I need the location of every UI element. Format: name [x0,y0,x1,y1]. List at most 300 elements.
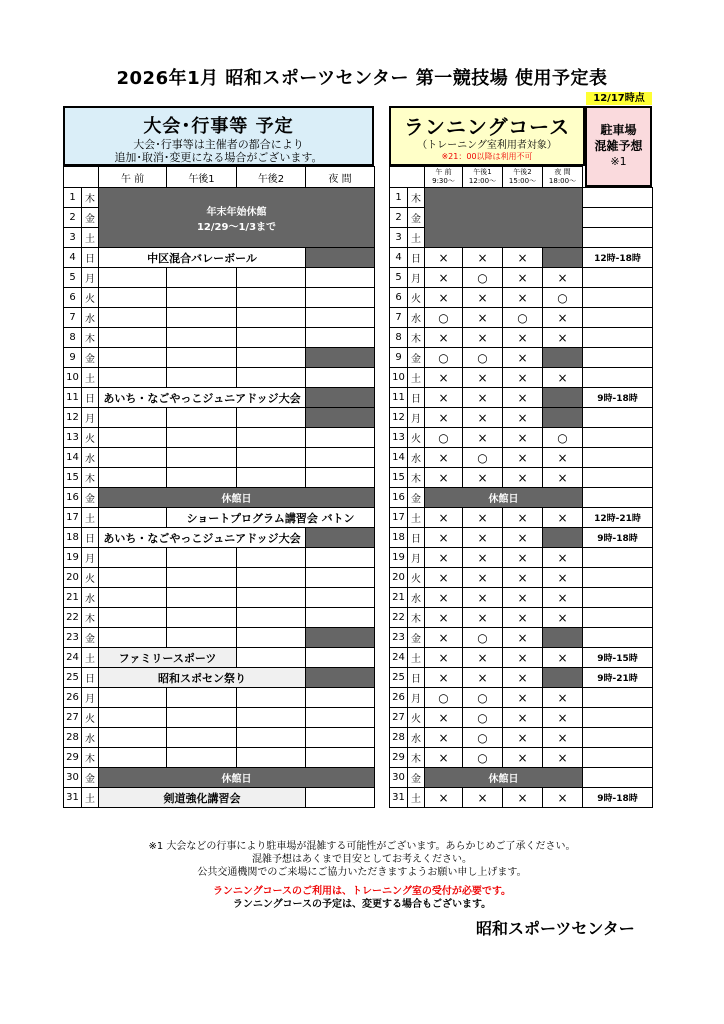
event-cell: 昭和スポセン祭り [99,668,306,688]
weekday-cell: 金 [82,768,99,788]
availability-cell: × [503,248,543,268]
unavailable-cell [543,628,583,648]
availability-cell: × [503,788,543,808]
event-slot [99,348,167,368]
weekday-cell: 金 [82,488,99,508]
date-cell: 30 [390,768,408,788]
footer-note-3: 公共交通機関でのご来場にご協力いただきますようお願い申し上げます。 [197,867,527,878]
date-cell: 26 [390,688,408,708]
availability-cell: × [503,748,543,768]
date-cell: 30 [64,768,82,788]
weekday-cell: 日 [408,668,425,688]
weekday-cell: 木 [82,468,99,488]
parking-forecast-cell [583,608,653,628]
event-slot [99,748,167,768]
table-row [64,308,375,328]
availability-cell: × [463,368,503,388]
weekday-cell: 月 [82,408,99,428]
availability-cell: × [503,608,543,628]
date-cell: 22 [390,608,408,628]
table-row [390,388,653,408]
table-row [390,708,653,728]
date-cell: 4 [390,248,408,268]
weekday-cell: 木 [82,748,99,768]
weekday-cell: 金 [408,768,425,788]
parking-forecast-cell: 9時-15時 [583,648,653,668]
availability-cell: × [425,468,463,488]
date-cell: 13 [64,428,82,448]
table-row [64,388,375,408]
weekday-cell: 日 [82,388,99,408]
table-row [390,528,653,548]
date-cell: 3 [64,228,82,248]
running-course-note: ※21：00以降は利用不可 [441,152,533,161]
parking-forecast-cell: 12時-18時 [583,248,653,268]
footer-note-2: 混雑予想はあくまで目安としてお考えください。 [252,854,472,865]
date-cell: 29 [390,748,408,768]
table-row [390,688,653,708]
weekday-cell: 日 [408,248,425,268]
event-slot [99,628,167,648]
event-slot [237,648,306,668]
unavailable-cell [543,528,583,548]
table-row [390,508,653,528]
new-year-closure-cell [99,188,375,248]
availability-cell: ○ [543,288,583,308]
event-slot [167,628,237,648]
event-slot [237,708,306,728]
weekday-cell: 土 [408,508,425,528]
availability-cell: ○ [425,348,463,368]
event-slot [167,708,237,728]
parking-forecast-cell [583,268,653,288]
date-cell: 25 [64,668,82,688]
weekday-cell: 金 [82,348,99,368]
table-row [64,288,375,308]
event-slot [237,428,306,448]
running-course-table [389,166,653,808]
event-slot [237,728,306,748]
availability-cell: × [543,448,583,468]
parking-forecast-cell [583,708,653,728]
parking-forecast-cell: 12時-21時 [583,508,653,528]
table-row [64,608,375,628]
table-row [64,628,375,648]
availability-cell: × [463,428,503,448]
unavailable-cell [543,388,583,408]
date-cell: 20 [390,568,408,588]
parking-forecast-cell [583,368,653,388]
date-cell: 10 [390,368,408,388]
event-slot [167,328,237,348]
availability-cell: ○ [425,308,463,328]
footer-notice-2: ランニングコースの予定は、変更する場合もございます。 [232,899,492,910]
availability-cell: × [503,588,543,608]
table-row [390,488,653,508]
availability-cell: × [463,608,503,628]
date-cell: 2 [390,208,408,228]
event-slot [167,568,237,588]
unavailable-cell [306,408,375,428]
availability-cell: × [463,548,503,568]
weekday-cell: 水 [408,728,425,748]
table-row [64,588,375,608]
availability-cell: × [503,708,543,728]
parking-forecast-cell [583,428,653,448]
availability-cell: × [425,248,463,268]
availability-cell: × [463,248,503,268]
availability-cell: × [425,748,463,768]
event-slot [237,288,306,308]
unavailable-cell [543,408,583,428]
availability-cell: × [425,448,463,468]
parking-forecast-cell [583,208,653,228]
closed-day-cell: 休館日 [99,768,375,788]
event-slot [237,748,306,768]
events-header-note1: 大会･行事等は主催者の都合により [133,138,304,151]
column-header: 午後2 15:00～ [503,167,543,188]
table-row [64,348,375,368]
unavailable-cell [306,348,375,368]
table-row [390,588,653,608]
weekday-cell: 水 [82,448,99,468]
table-row [390,348,653,368]
availability-cell: × [425,528,463,548]
availability-cell: × [503,408,543,428]
parking-forecast-cell [583,328,653,348]
closure-label: 年末年始休館 [206,206,267,218]
date-cell: 31 [390,788,408,808]
table-row [390,728,653,748]
table-row [64,188,375,208]
event-slot [167,428,237,448]
availability-cell: × [543,468,583,488]
table-row [64,508,375,528]
table-row [390,268,653,288]
parking-forecast-cell: 9時-21時 [583,668,653,688]
parking-forecast-cell [583,408,653,428]
table-row [64,708,375,728]
table-row [390,748,653,768]
date-cell: 5 [390,268,408,288]
event-slot [167,608,237,628]
column-header: 夜 間 [306,167,375,188]
weekday-cell: 火 [408,428,425,448]
footer-notice-1: ランニングコースのご利用は、トレーニング室の受付が必要です。 [212,886,512,897]
parking-forecast-cell [583,588,653,608]
availability-cell: × [463,388,503,408]
availability-cell: × [543,788,583,808]
availability-cell: × [543,368,583,388]
table-row [390,648,653,668]
date-cell: 8 [390,328,408,348]
event-slot [167,688,237,708]
table-row [64,768,375,788]
event-slot [306,368,375,388]
date-cell: 28 [64,728,82,748]
weekday-cell: 水 [82,728,99,748]
availability-cell: × [503,508,543,528]
parking-forecast-cell [583,488,653,508]
availability-cell: × [425,268,463,288]
event-slot [237,688,306,708]
column-header: 午後1 12:00～ [463,167,503,188]
event-slot [167,728,237,748]
availability-cell: × [425,668,463,688]
weekday-cell: 火 [408,288,425,308]
availability-cell: × [425,548,463,568]
table-row [64,788,375,808]
availability-cell: ○ [543,428,583,448]
events-header-title: 大会･行事等 予定 [143,116,294,137]
parking-forecast-cell [583,188,653,208]
parking-forecast-cell [583,568,653,588]
weekday-cell: 火 [408,568,425,588]
availability-cell: × [503,448,543,468]
event-slot [99,508,167,528]
date-cell: 19 [64,548,82,568]
availability-cell: × [463,328,503,348]
availability-cell: × [543,708,583,728]
availability-cell: × [463,648,503,668]
event-slot [306,268,375,288]
weekday-cell: 金 [408,208,425,228]
availability-cell: × [503,548,543,568]
event-slot [237,588,306,608]
date-cell: 27 [390,708,408,728]
availability-cell: × [503,728,543,748]
weekday-cell: 月 [82,548,99,568]
availability-cell: × [425,628,463,648]
table-row [64,468,375,488]
parking-forecast-cell [583,288,653,308]
event-cell: 中区混合バレーボール [99,248,306,268]
availability-cell: × [463,528,503,548]
parking-forecast-cell [583,468,653,488]
weekday-cell: 月 [408,688,425,708]
event-cell: ショートプログラム講習会 バトン [167,508,375,528]
weekday-cell: 日 [408,388,425,408]
event-slot [99,368,167,388]
weekday-cell: 金 [408,488,425,508]
parking-forecast-cell [583,768,653,788]
weekday-cell: 日 [82,248,99,268]
availability-cell: × [425,408,463,428]
availability-cell: × [425,788,463,808]
running-course-subtitle: （トレーニング室利用者対象） [417,140,557,151]
event-slot [99,608,167,628]
table-row [390,668,653,688]
event-slot [306,428,375,448]
availability-cell: × [503,568,543,588]
date-cell: 6 [64,288,82,308]
new-year-closure-cell [425,188,583,248]
column-header: 夜 間 18:00～ [543,167,583,188]
parking-forecast-cell [583,308,653,328]
table-row [390,628,653,648]
table-row [64,488,375,508]
as-of-badge: 12/17時点 [586,92,652,105]
parking-header-line1: 駐車場 [600,123,637,137]
event-slot [306,548,375,568]
weekday-cell: 金 [82,628,99,648]
table-row [390,568,653,588]
availability-cell: ○ [463,628,503,648]
availability-cell: × [503,288,543,308]
weekday-cell: 火 [82,568,99,588]
availability-cell: × [463,788,503,808]
availability-cell: × [543,588,583,608]
table-row [390,548,653,568]
date-cell: 16 [64,488,82,508]
date-cell: 18 [64,528,82,548]
table-row [64,428,375,448]
event-slot [237,608,306,628]
availability-cell: × [543,608,583,628]
availability-cell: × [425,608,463,628]
date-cell: 4 [64,248,82,268]
availability-cell: × [543,648,583,668]
unavailable-cell [543,348,583,368]
weekday-cell: 土 [408,368,425,388]
date-cell: 15 [390,468,408,488]
weekday-cell: 土 [82,648,99,668]
date-cell: 27 [64,708,82,728]
availability-cell: × [463,408,503,428]
weekday-cell: 水 [82,308,99,328]
running-table-header-row [390,167,653,188]
event-slot [167,588,237,608]
date-cell: 22 [64,608,82,628]
availability-cell: ○ [463,348,503,368]
event-slot [167,348,237,368]
weekday-cell: 木 [408,608,425,628]
table-row [64,448,375,468]
event-slot [99,708,167,728]
event-slot [167,408,237,428]
availability-cell: × [503,668,543,688]
availability-cell: ○ [503,308,543,328]
parking-forecast-cell [583,548,653,568]
availability-cell: ○ [463,708,503,728]
event-slot [306,748,375,768]
date-cell: 17 [390,508,408,528]
unavailable-cell [543,668,583,688]
events-table-header-row [64,167,375,188]
table-row [390,308,653,328]
availability-cell: × [503,388,543,408]
weekday-cell: 月 [82,268,99,288]
closed-day-cell: 休館日 [99,488,375,508]
closure-range: 12/29～1/3まで [196,221,277,233]
event-slot [237,268,306,288]
availability-cell: × [463,468,503,488]
event-slot [237,348,306,368]
table-row [390,408,653,428]
table-row [64,408,375,428]
weekday-cell: 水 [408,588,425,608]
date-cell: 8 [64,328,82,348]
parking-forecast-cell: 9時-18時 [583,788,653,808]
event-slot [237,328,306,348]
weekday-cell: 火 [82,428,99,448]
weekday-cell: 水 [82,588,99,608]
date-cell: 18 [390,528,408,548]
date-cell: 16 [390,488,408,508]
date-cell: 3 [390,228,408,248]
date-cell: 9 [64,348,82,368]
weekday-cell: 月 [82,688,99,708]
weekday-cell: 土 [82,228,99,248]
event-slot [99,288,167,308]
event-cell: ファミリースポーツ [99,648,237,668]
availability-cell: × [543,728,583,748]
parking-forecast-cell [583,628,653,648]
weekday-cell: 日 [408,528,425,548]
events-header [63,106,374,166]
table-row [390,328,653,348]
weekday-cell: 月 [408,548,425,568]
availability-cell: × [425,288,463,308]
availability-cell: × [503,468,543,488]
event-slot [306,648,375,668]
weekday-cell: 木 [82,328,99,348]
table-row [390,448,653,468]
date-cell: 10 [64,368,82,388]
weekday-cell: 火 [82,708,99,728]
parking-forecast-cell [583,728,653,748]
event-slot [99,688,167,708]
availability-cell: × [543,548,583,568]
column-header: 午後1 [167,167,237,188]
event-slot [237,368,306,388]
weekday-cell: 木 [82,608,99,628]
footer-note-1: ※1 大会などの行事により駐車場が混雑する可能性がございます。あらかじめご了承ください。 [148,841,576,852]
date-cell: 7 [64,308,82,328]
event-slot [306,688,375,708]
parking-forecast-cell: 9時-18時 [583,528,653,548]
event-slot [99,428,167,448]
date-cell: 28 [390,728,408,748]
organization-name: 昭和スポーツセンター [476,919,635,938]
table-row [390,288,653,308]
event-slot [99,588,167,608]
availability-cell: × [463,588,503,608]
event-slot [167,368,237,388]
event-slot [306,608,375,628]
event-slot [167,448,237,468]
availability-cell: × [503,328,543,348]
availability-cell: ○ [425,688,463,708]
table-row [390,368,653,388]
event-slot [237,408,306,428]
table-row [390,788,653,808]
date-cell: 24 [64,648,82,668]
event-slot [306,788,375,808]
event-slot [167,468,237,488]
event-slot [167,748,237,768]
availability-cell: × [425,568,463,588]
parking-forecast-cell [583,448,653,468]
date-cell: 14 [64,448,82,468]
weekday-cell: 土 [82,508,99,528]
event-slot [99,308,167,328]
closed-day-cell: 休館日 [425,768,583,788]
availability-cell: ○ [463,448,503,468]
weekday-cell: 土 [82,368,99,388]
date-cell: 20 [64,568,82,588]
weekday-cell: 火 [408,708,425,728]
